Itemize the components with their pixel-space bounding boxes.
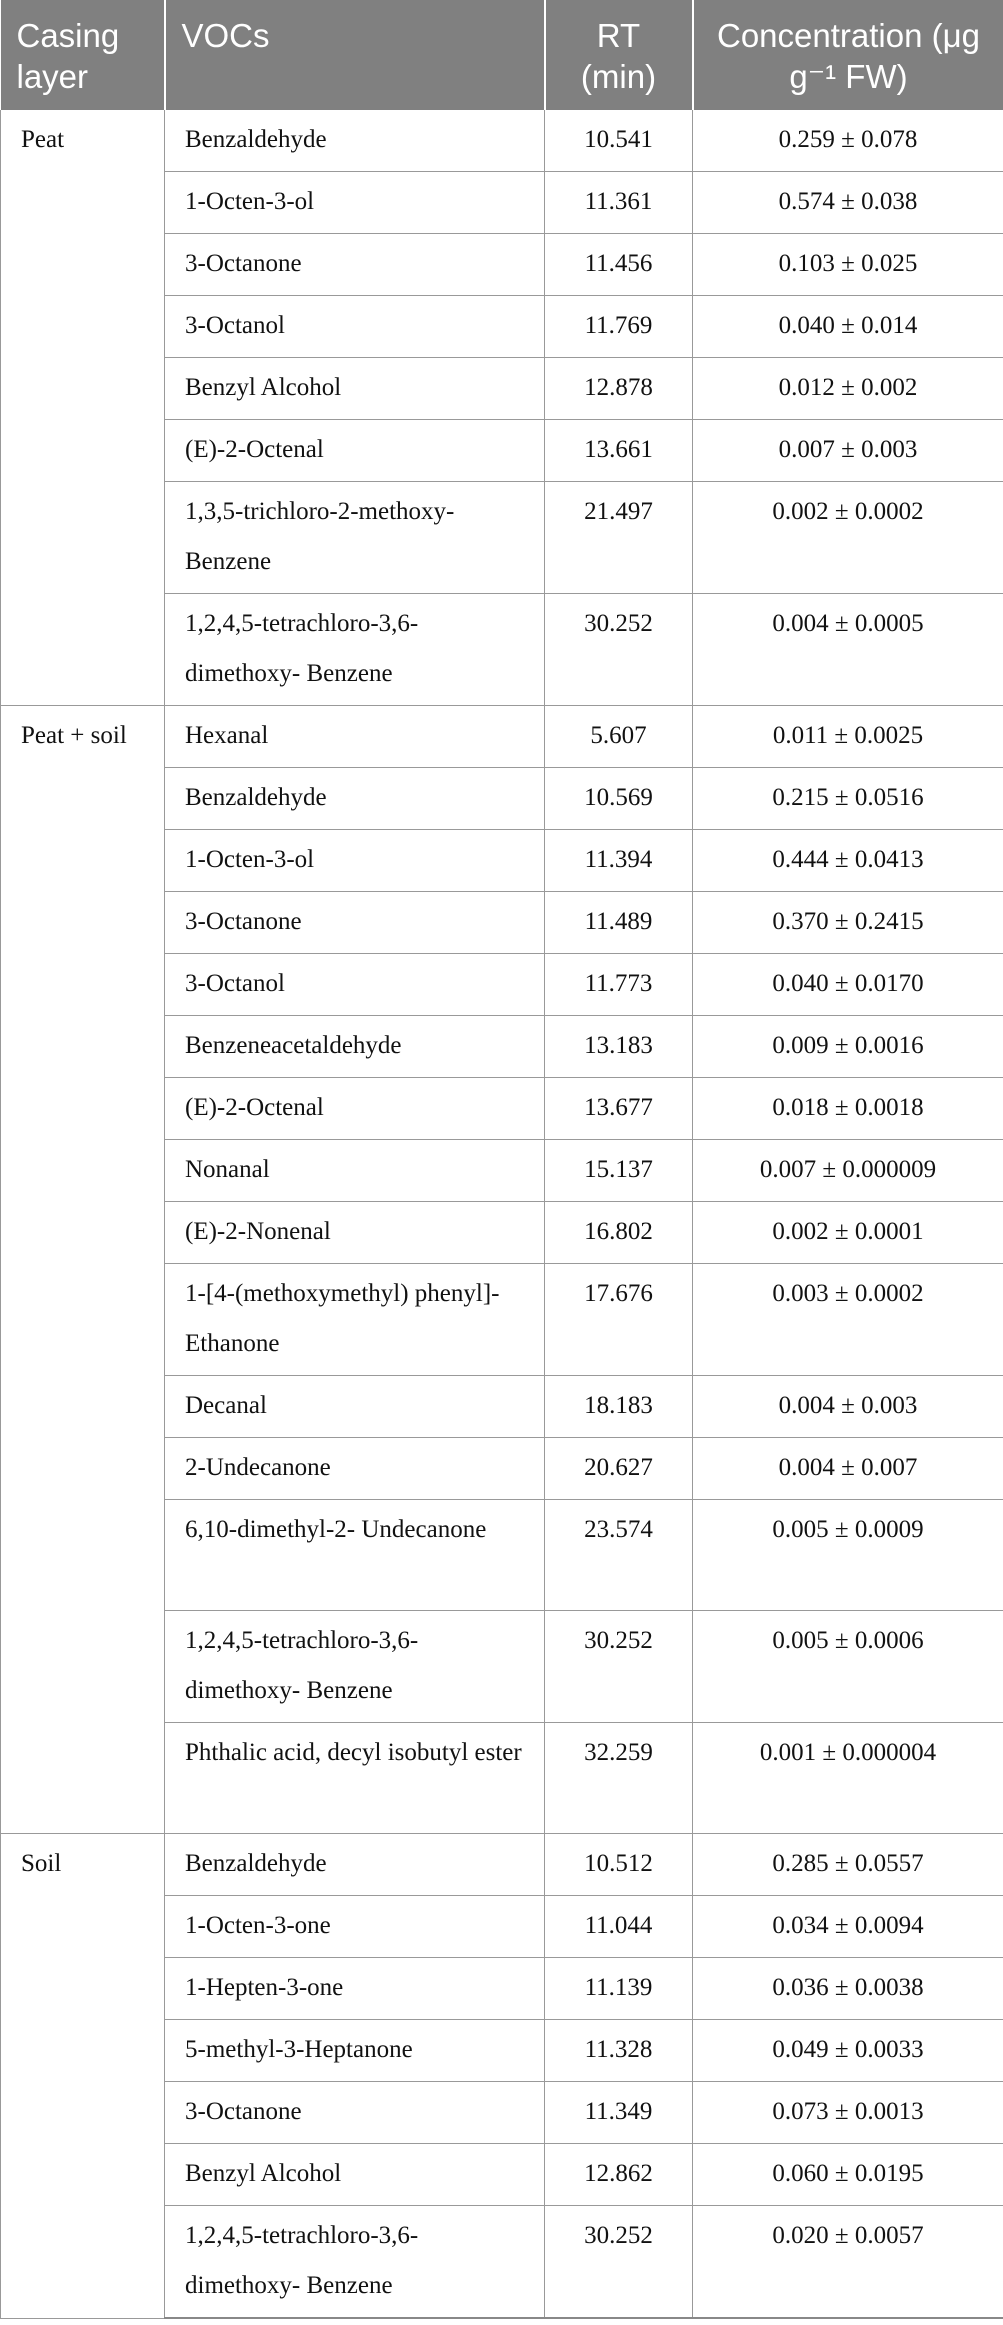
voc-cell: 1-Octen-3-ol bbox=[165, 830, 545, 892]
rt-cell: 5.607 bbox=[545, 706, 693, 768]
rt-cell: 11.489 bbox=[545, 892, 693, 954]
rt-cell: 17.676 bbox=[545, 1264, 693, 1376]
concentration-cell: 0.040 ± 0.0170 bbox=[693, 954, 1003, 1016]
rt-cell: 13.677 bbox=[545, 1078, 693, 1140]
voc-cell: 1-Hepten-3-one bbox=[165, 1958, 545, 2020]
rt-cell: 30.252 bbox=[545, 594, 693, 706]
voc-cell: 1-[4-(methoxymethyl) phenyl]- Ethanone bbox=[165, 1264, 545, 1376]
concentration-cell: 0.009 ± 0.0016 bbox=[693, 1016, 1003, 1078]
voc-cell: 1,2,4,5-tetrachloro-3,6- dimethoxy- Benzene bbox=[165, 2206, 545, 2319]
header-rt: RT (min) bbox=[545, 0, 693, 110]
table-header bbox=[1, 0, 1003, 110]
concentration-cell: 0.003 ± 0.0002 bbox=[693, 1264, 1003, 1376]
table-row bbox=[1, 1834, 1003, 1896]
concentration-cell: 0.005 ± 0.0006 bbox=[693, 1611, 1003, 1723]
rt-cell: 11.456 bbox=[545, 234, 693, 296]
voc-cell: Nonanal bbox=[165, 1140, 545, 1202]
voc-cell: 1,2,4,5-tetrachloro-3,6- dimethoxy- Benzene bbox=[165, 1611, 545, 1723]
voc-cell: Hexanal bbox=[165, 706, 545, 768]
voc-cell: (E)-2-Octenal bbox=[165, 420, 545, 482]
voc-cell: 3-Octanone bbox=[165, 234, 545, 296]
concentration-cell: 0.259 ± 0.078 bbox=[693, 110, 1003, 172]
concentration-cell: 0.103 ± 0.025 bbox=[693, 234, 1003, 296]
concentration-cell: 0.007 ± 0.000009 bbox=[693, 1140, 1003, 1202]
rt-cell: 11.361 bbox=[545, 172, 693, 234]
rt-cell: 11.139 bbox=[545, 1958, 693, 2020]
table-body bbox=[1, 110, 1003, 2318]
concentration-cell: 0.574 ± 0.038 bbox=[693, 172, 1003, 234]
voc-cell: 3-Octanone bbox=[165, 2082, 545, 2144]
voc-cell: (E)-2-Octenal bbox=[165, 1078, 545, 1140]
concentration-cell: 0.011 ± 0.0025 bbox=[693, 706, 1003, 768]
concentration-cell: 0.040 ± 0.014 bbox=[693, 296, 1003, 358]
concentration-cell: 0.034 ± 0.0094 bbox=[693, 1896, 1003, 1958]
voc-cell: Benzaldehyde bbox=[165, 768, 545, 830]
table-row bbox=[1, 706, 1003, 768]
concentration-cell: 0.012 ± 0.002 bbox=[693, 358, 1003, 420]
voc-cell: Benzyl Alcohol bbox=[165, 2144, 545, 2206]
concentration-cell: 0.285 ± 0.0557 bbox=[693, 1834, 1003, 1896]
voc-cell: Benzyl Alcohol bbox=[165, 358, 545, 420]
rt-cell: 12.878 bbox=[545, 358, 693, 420]
concentration-cell: 0.007 ± 0.003 bbox=[693, 420, 1003, 482]
concentration-cell: 0.370 ± 0.2415 bbox=[693, 892, 1003, 954]
rt-cell: 13.183 bbox=[545, 1016, 693, 1078]
header-casing-layer: Casing layer bbox=[1, 0, 165, 110]
concentration-cell: 0.002 ± 0.0002 bbox=[693, 482, 1003, 594]
voc-cell: 1,2,4,5-tetrachloro-3,6- dimethoxy- Benzene bbox=[165, 594, 545, 706]
voc-cell: (E)-2-Nonenal bbox=[165, 1202, 545, 1264]
concentration-cell: 0.002 ± 0.0001 bbox=[693, 1202, 1003, 1264]
voc-cell: Benzaldehyde bbox=[165, 110, 545, 172]
voc-cell: 1-Octen-3-ol bbox=[165, 172, 545, 234]
rt-cell: 11.769 bbox=[545, 296, 693, 358]
casing-layer-cell: Peat + soil bbox=[1, 706, 165, 1834]
concentration-cell: 0.073 ± 0.0013 bbox=[693, 2082, 1003, 2144]
rt-cell: 23.574 bbox=[545, 1500, 693, 1611]
rt-cell: 13.661 bbox=[545, 420, 693, 482]
voc-cell: 2-Undecanone bbox=[165, 1438, 545, 1500]
concentration-cell: 0.444 ± 0.0413 bbox=[693, 830, 1003, 892]
rt-cell: 30.252 bbox=[545, 2206, 693, 2319]
voc-cell: Benzeneacetaldehyde bbox=[165, 1016, 545, 1078]
concentration-cell: 0.005 ± 0.0009 bbox=[693, 1500, 1003, 1611]
concentration-cell: 0.036 ± 0.0038 bbox=[693, 1958, 1003, 2020]
header-vocs: VOCs bbox=[165, 0, 545, 110]
concentration-cell: 0.004 ± 0.003 bbox=[693, 1376, 1003, 1438]
voc-cell: 3-Octanone bbox=[165, 892, 545, 954]
voc-cell: Benzaldehyde bbox=[165, 1834, 545, 1896]
concentration-cell: 0.001 ± 0.000004 bbox=[693, 1723, 1003, 1834]
rt-cell: 12.862 bbox=[545, 2144, 693, 2206]
voc-cell: 3-Octanol bbox=[165, 296, 545, 358]
rt-cell: 10.569 bbox=[545, 768, 693, 830]
rt-cell: 18.183 bbox=[545, 1376, 693, 1438]
voc-cell: Phthalic acid, decyl isobutyl ester bbox=[165, 1723, 545, 1834]
concentration-cell: 0.020 ± 0.0057 bbox=[693, 2206, 1003, 2319]
rt-cell: 11.328 bbox=[545, 2020, 693, 2082]
casing-layer-cell: Peat bbox=[1, 110, 165, 706]
concentration-cell: 0.049 ± 0.0033 bbox=[693, 2020, 1003, 2082]
rt-cell: 20.627 bbox=[545, 1438, 693, 1500]
concentration-cell: 0.004 ± 0.0005 bbox=[693, 594, 1003, 706]
casing-layer-cell: Soil bbox=[1, 1834, 165, 2319]
header-concentration: Concentration (μg g⁻¹ FW) bbox=[717, 17, 980, 95]
rt-cell: 11.044 bbox=[545, 1896, 693, 1958]
rt-cell: 11.394 bbox=[545, 830, 693, 892]
rt-cell: 15.137 bbox=[545, 1140, 693, 1202]
rt-cell: 10.541 bbox=[545, 110, 693, 172]
concentration-cell: 0.060 ± 0.0195 bbox=[693, 2144, 1003, 2206]
voc-cell: 1,3,5-trichloro-2-methoxy- Benzene bbox=[165, 482, 545, 594]
table-row bbox=[1, 110, 1003, 172]
rt-cell: 16.802 bbox=[545, 1202, 693, 1264]
voc-cell: 1-Octen-3-one bbox=[165, 1896, 545, 1958]
rt-cell: 32.259 bbox=[545, 1723, 693, 1834]
concentration-cell: 0.215 ± 0.0516 bbox=[693, 768, 1003, 830]
voc-cell: 5-methyl-3-Heptanone bbox=[165, 2020, 545, 2082]
rt-cell: 11.349 bbox=[545, 2082, 693, 2144]
rt-cell: 21.497 bbox=[545, 482, 693, 594]
voc-cell: 3-Octanol bbox=[165, 954, 545, 1016]
concentration-cell: 0.018 ± 0.0018 bbox=[693, 1078, 1003, 1140]
concentration-cell: 0.004 ± 0.007 bbox=[693, 1438, 1003, 1500]
rt-cell: 30.252 bbox=[545, 1611, 693, 1723]
voc-cell: Decanal bbox=[165, 1376, 545, 1438]
voc-cell: 6,10-dimethyl-2- Undecanone bbox=[165, 1500, 545, 1611]
rt-cell: 10.512 bbox=[545, 1834, 693, 1896]
rt-cell: 11.773 bbox=[545, 954, 693, 1016]
